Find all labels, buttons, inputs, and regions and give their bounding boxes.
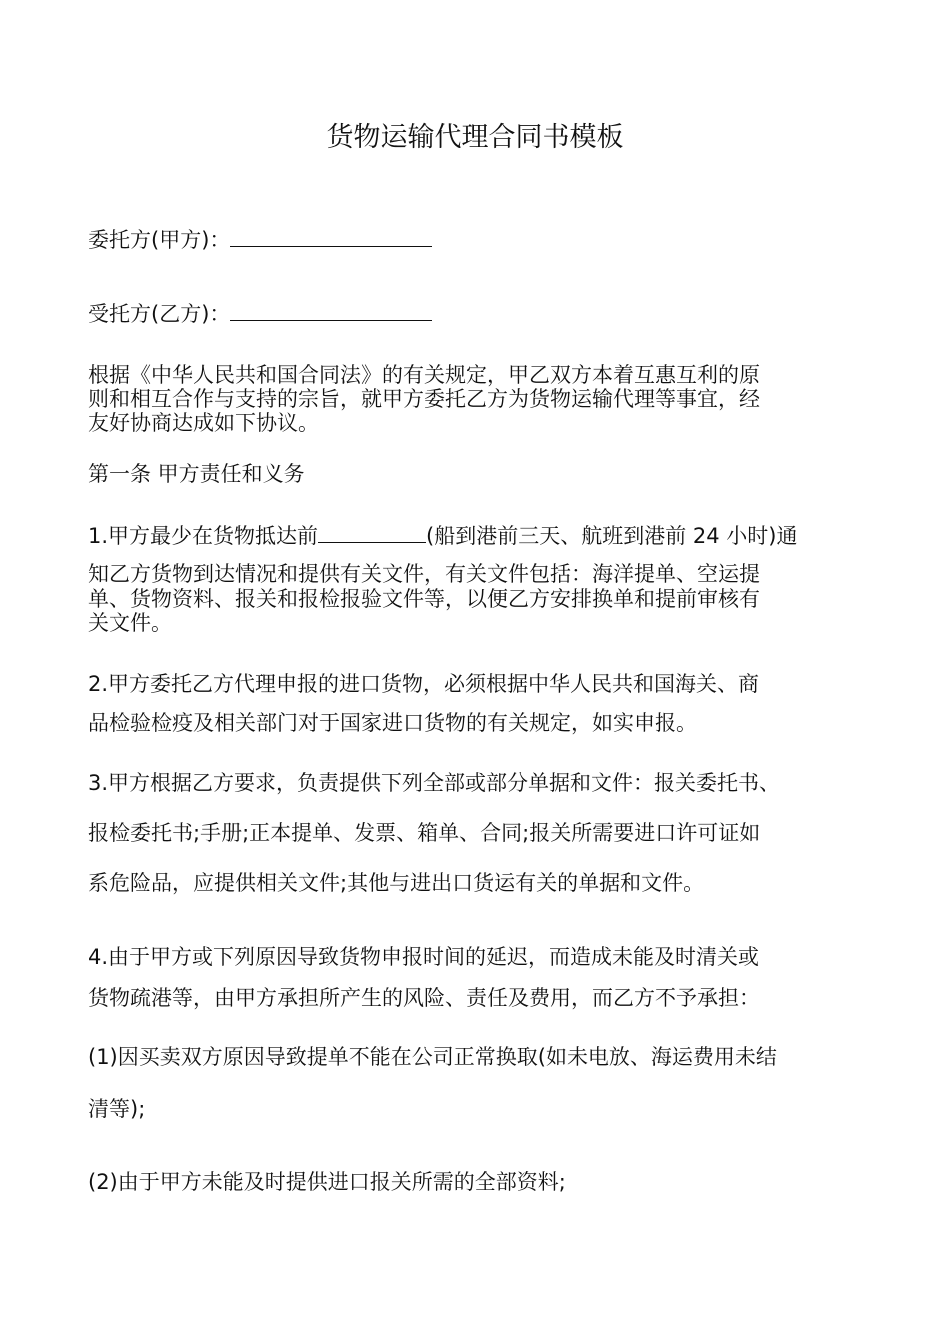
clause-1-suffix: (船到港前三天、航班到港前 24 小时)通: [426, 524, 798, 548]
party-a-blank: [230, 226, 432, 247]
clause-1-line: 单、货物资料、报关和报检报验文件等，以便乙方安排换单和提前审核有: [88, 587, 760, 611]
clause-2-line: 2.甲方委托乙方代理申报的进口货物，必须根据中华人民共和国海关、商: [88, 672, 760, 696]
preamble-line: 根据《中华人民共和国合同法》的有关规定，甲乙双方本着互惠互利的原: [88, 363, 760, 387]
item-1-line: (1)因买卖双方原因导致提单不能在公司正常换取(如未电放、海运费用未结: [88, 1045, 777, 1069]
clause-1-prefix: 1.甲方最少在货物抵达前: [88, 524, 319, 548]
clause-4-line: 4.由于甲方或下列原因导致货物申报时间的延迟，而造成未能及时清关或: [88, 945, 760, 969]
preamble-line: 友好协商达成如下协议。: [88, 411, 319, 435]
document-title: 货物运输代理合同书模板: [326, 122, 624, 153]
clause-4-line: 货物疏港等，由甲方承担所产生的风险、责任及费用，而乙方不予承担：: [88, 986, 760, 1010]
item-1-line: 清等);: [88, 1097, 146, 1121]
article-heading: 第一条 甲方责任和义务: [88, 462, 305, 486]
clause-1-line: 知乙方货物到达情况和提供有关文件，有关文件包括：海洋提单、空运提: [88, 562, 760, 586]
clause-1-blank: [318, 522, 426, 543]
clause-1-line: 关文件。: [88, 611, 172, 635]
party-b-label: 受托方(乙方)：: [88, 302, 231, 326]
clause-3-line: 3.甲方根据乙方要求，负责提供下列全部或部分单据和文件：报关委托书、: [88, 771, 781, 795]
party-a-field: [88, 226, 878, 252]
party-a-label: 委托方(甲方)：: [88, 228, 231, 252]
preamble-line: 则和相互合作与支持的宗旨，就甲方委托乙方为货物运输代理等事宜，经: [88, 387, 760, 411]
clause-1-line: [88, 522, 878, 548]
clause-3-line: 报检委托书;手册;正本提单、发票、箱单、合同;报关所需要进口许可证如: [88, 821, 761, 845]
party-b-blank: [230, 300, 432, 321]
item-2-line: (2)由于甲方未能及时提供进口报关所需的全部资料;: [88, 1170, 566, 1194]
clause-2-line: 品检验检疫及相关部门对于国家进口货物的有关规定，如实申报。: [88, 711, 697, 735]
clause-3-line: 系危险品，应提供相关文件;其他与进出口货运有关的单据和文件。: [88, 871, 705, 895]
party-b-field: [88, 300, 878, 326]
